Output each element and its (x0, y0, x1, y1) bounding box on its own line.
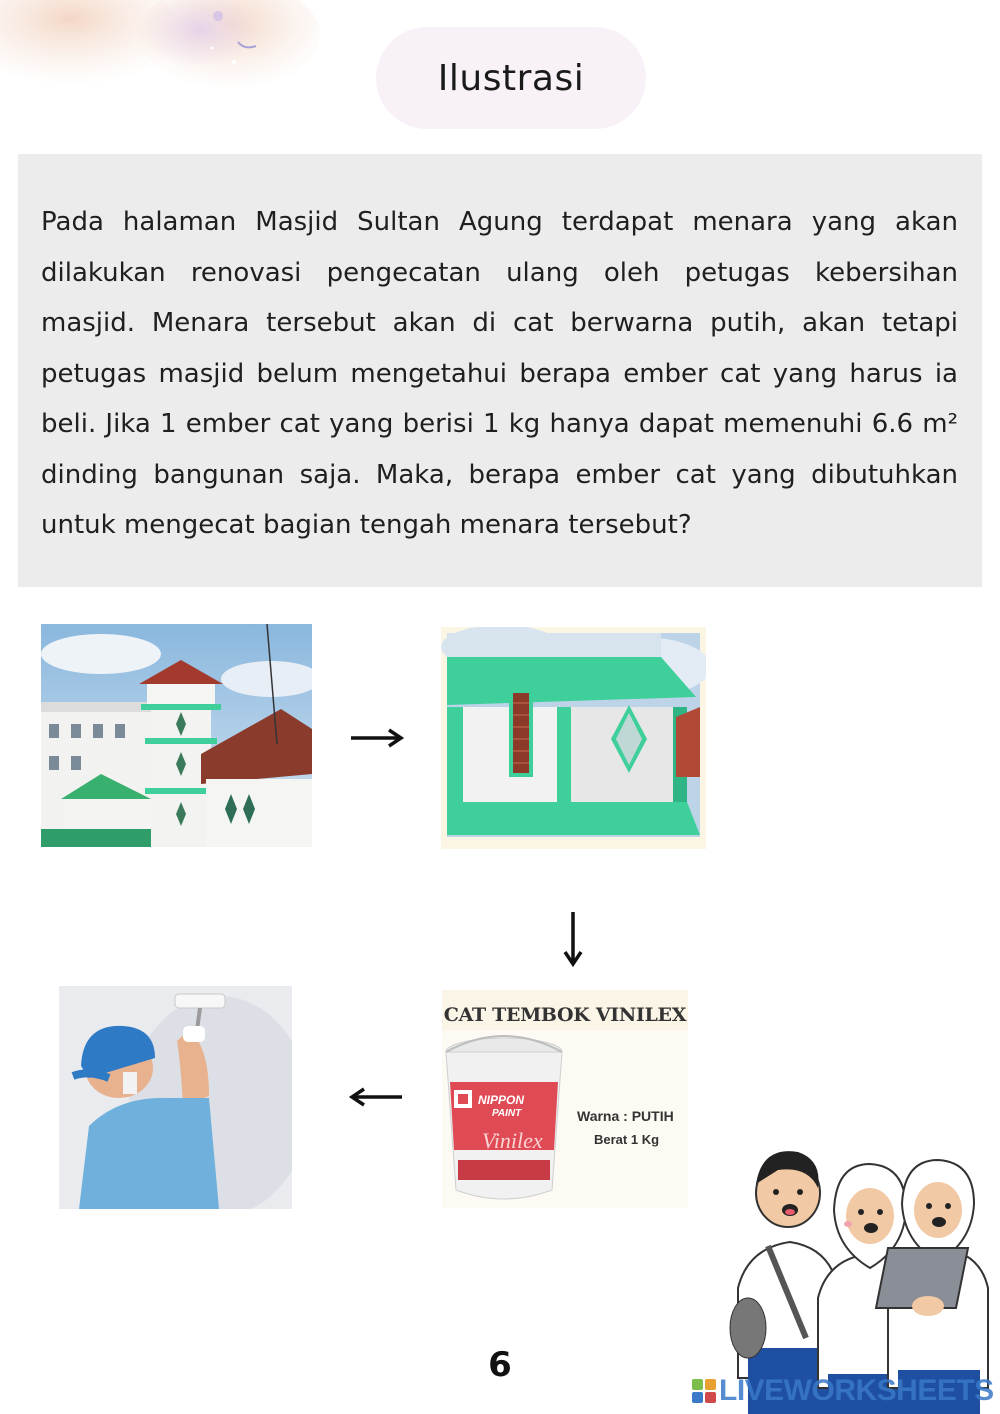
liveworksheets-logo-icon (692, 1379, 716, 1403)
watermark-text: LIVEWORKSHEETS (719, 1374, 994, 1407)
svg-text:PAINT: PAINT (492, 1108, 522, 1119)
watercolor-decoration (0, 0, 360, 110)
svg-text:Vinilex: Vinilex (482, 1128, 543, 1153)
paint-title: CAT TEMBOK VINILEX (443, 1004, 687, 1026)
svg-text:NIPPON: NIPPON (478, 1093, 525, 1107)
painter-photo (59, 986, 292, 1209)
page-title: Ilustrasi (437, 57, 585, 99)
title-pill (376, 27, 646, 129)
liveworksheets-watermark (692, 1374, 994, 1408)
arrow-right-icon (349, 727, 405, 749)
arrow-down-icon (562, 910, 584, 968)
paint-bucket-photo (442, 990, 688, 1208)
story-text: Pada halaman Masjid Sultan Agung terdapat menara yang akan dilakukan renovasi pengecatan ulang oleh petugas kebersihan masjid. Menara tersebut akan di cat berwarna putih, akan tetapi petugas masjid belum mengetahui berapa ember cat yang harus ia beli. Jika 1 ember cat yang berisi 1 kg hanya dapat memenuhi 6.6 m² dinding bangunan saja. Maka, berapa ember cat yang dibutuhkan untuk mengecat bagian tengah menara tersebut? (41, 207, 958, 540)
story-box (18, 154, 982, 587)
arrow-left-icon (348, 1086, 404, 1108)
tower-closeup-photo (441, 627, 706, 849)
page-number: 6 (488, 1345, 512, 1385)
paint-color-label: Warna : PUTIH (577, 1108, 674, 1124)
mosque-photo (41, 624, 312, 847)
paint-weight-label: Berat 1 Kg (594, 1132, 660, 1147)
students-illustration (718, 1138, 1000, 1414)
